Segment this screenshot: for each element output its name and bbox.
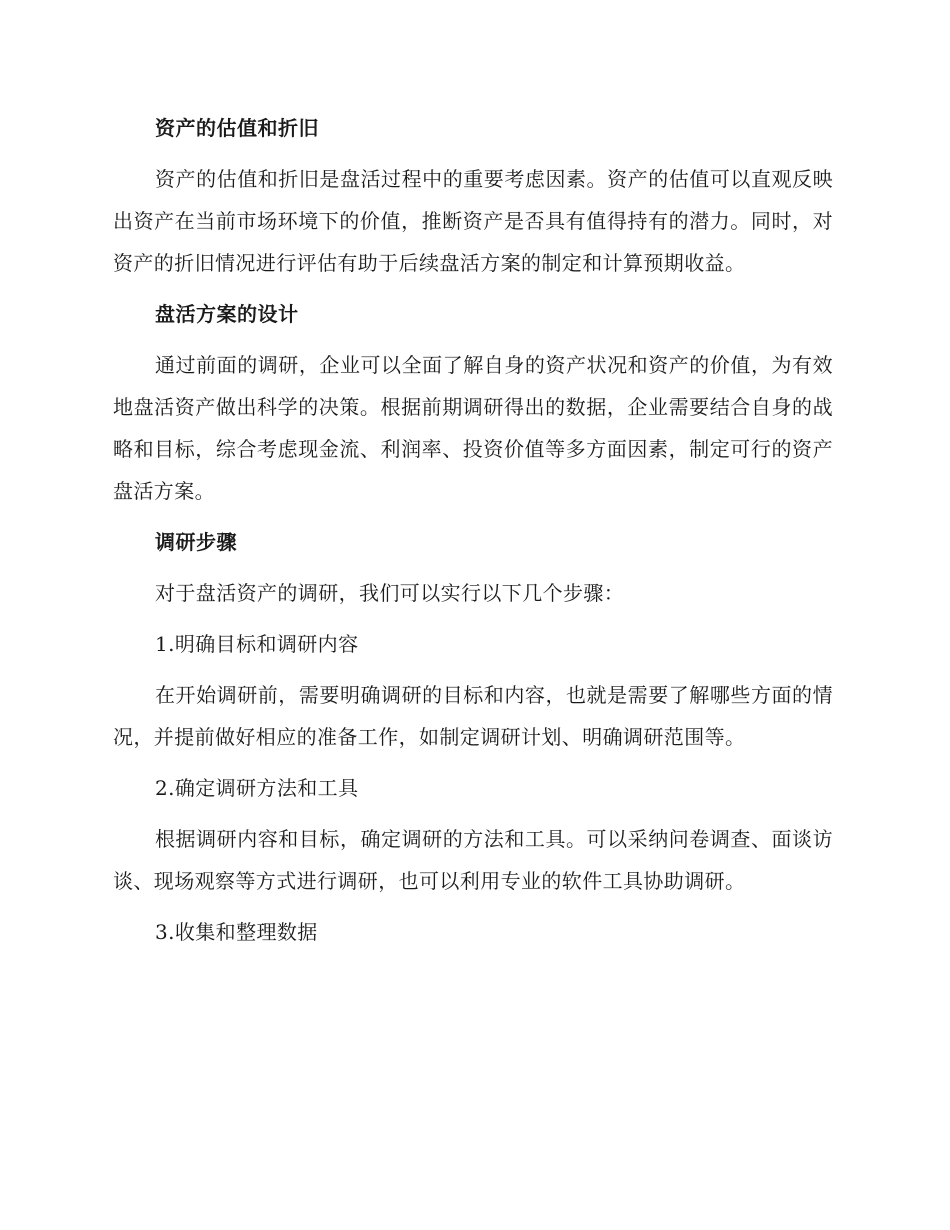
- section-heading-research-steps: 调研步骤: [155, 530, 237, 554]
- section-paragraph-research-steps: 对于盘活资产的调研，我们可以实行以下几个步骤：: [155, 581, 625, 605]
- section-heading-valuation: 资产的估值和折旧: [155, 116, 319, 140]
- section-paragraph-valuation: 资产的估值和折旧是盘活过程中的重要考虑因素。资产的估值可以直观反映出资产在当前市场环境下的价值，推断资产是否具有值得持有的潜力。同时，对资产的折旧情况进行评估有助于后续盘活方案的制定和计算预期收益。: [113, 167, 833, 275]
- section-heading-plan-design: 盘活方案的设计: [155, 302, 299, 326]
- step-title-1: 1.明确目标和调研内容: [155, 632, 359, 656]
- step-title-3: 3.收集和整理数据: [155, 920, 318, 944]
- step-paragraph-1: 在开始调研前，需要明确调研的目标和内容，也就是需要了解哪些方面的情况，并提前做好相应的准备工作，如制定调研计划、明确调研范围等。: [113, 683, 833, 749]
- step-paragraph-2: 根据调研内容和目标，确定调研的方法和工具。可以采纳问卷调查、面谈访谈、现场观察等方式进行调研，也可以利用专业的软件工具协助调研。: [113, 827, 833, 893]
- section-paragraph-plan-design: 通过前面的调研，企业可以全面了解自身的资产状况和资产的价值，为有效地盘活资产做出科学的决策。根据前期调研得出的数据，企业需要结合自身的战略和目标，综合考虑现金流、利润率、投资价值等多方面因素，制定可行的资产盘活方案。: [113, 353, 833, 503]
- document-page: [113, 108, 833, 962]
- step-title-2: 2.确定调研方法和工具: [155, 776, 359, 800]
